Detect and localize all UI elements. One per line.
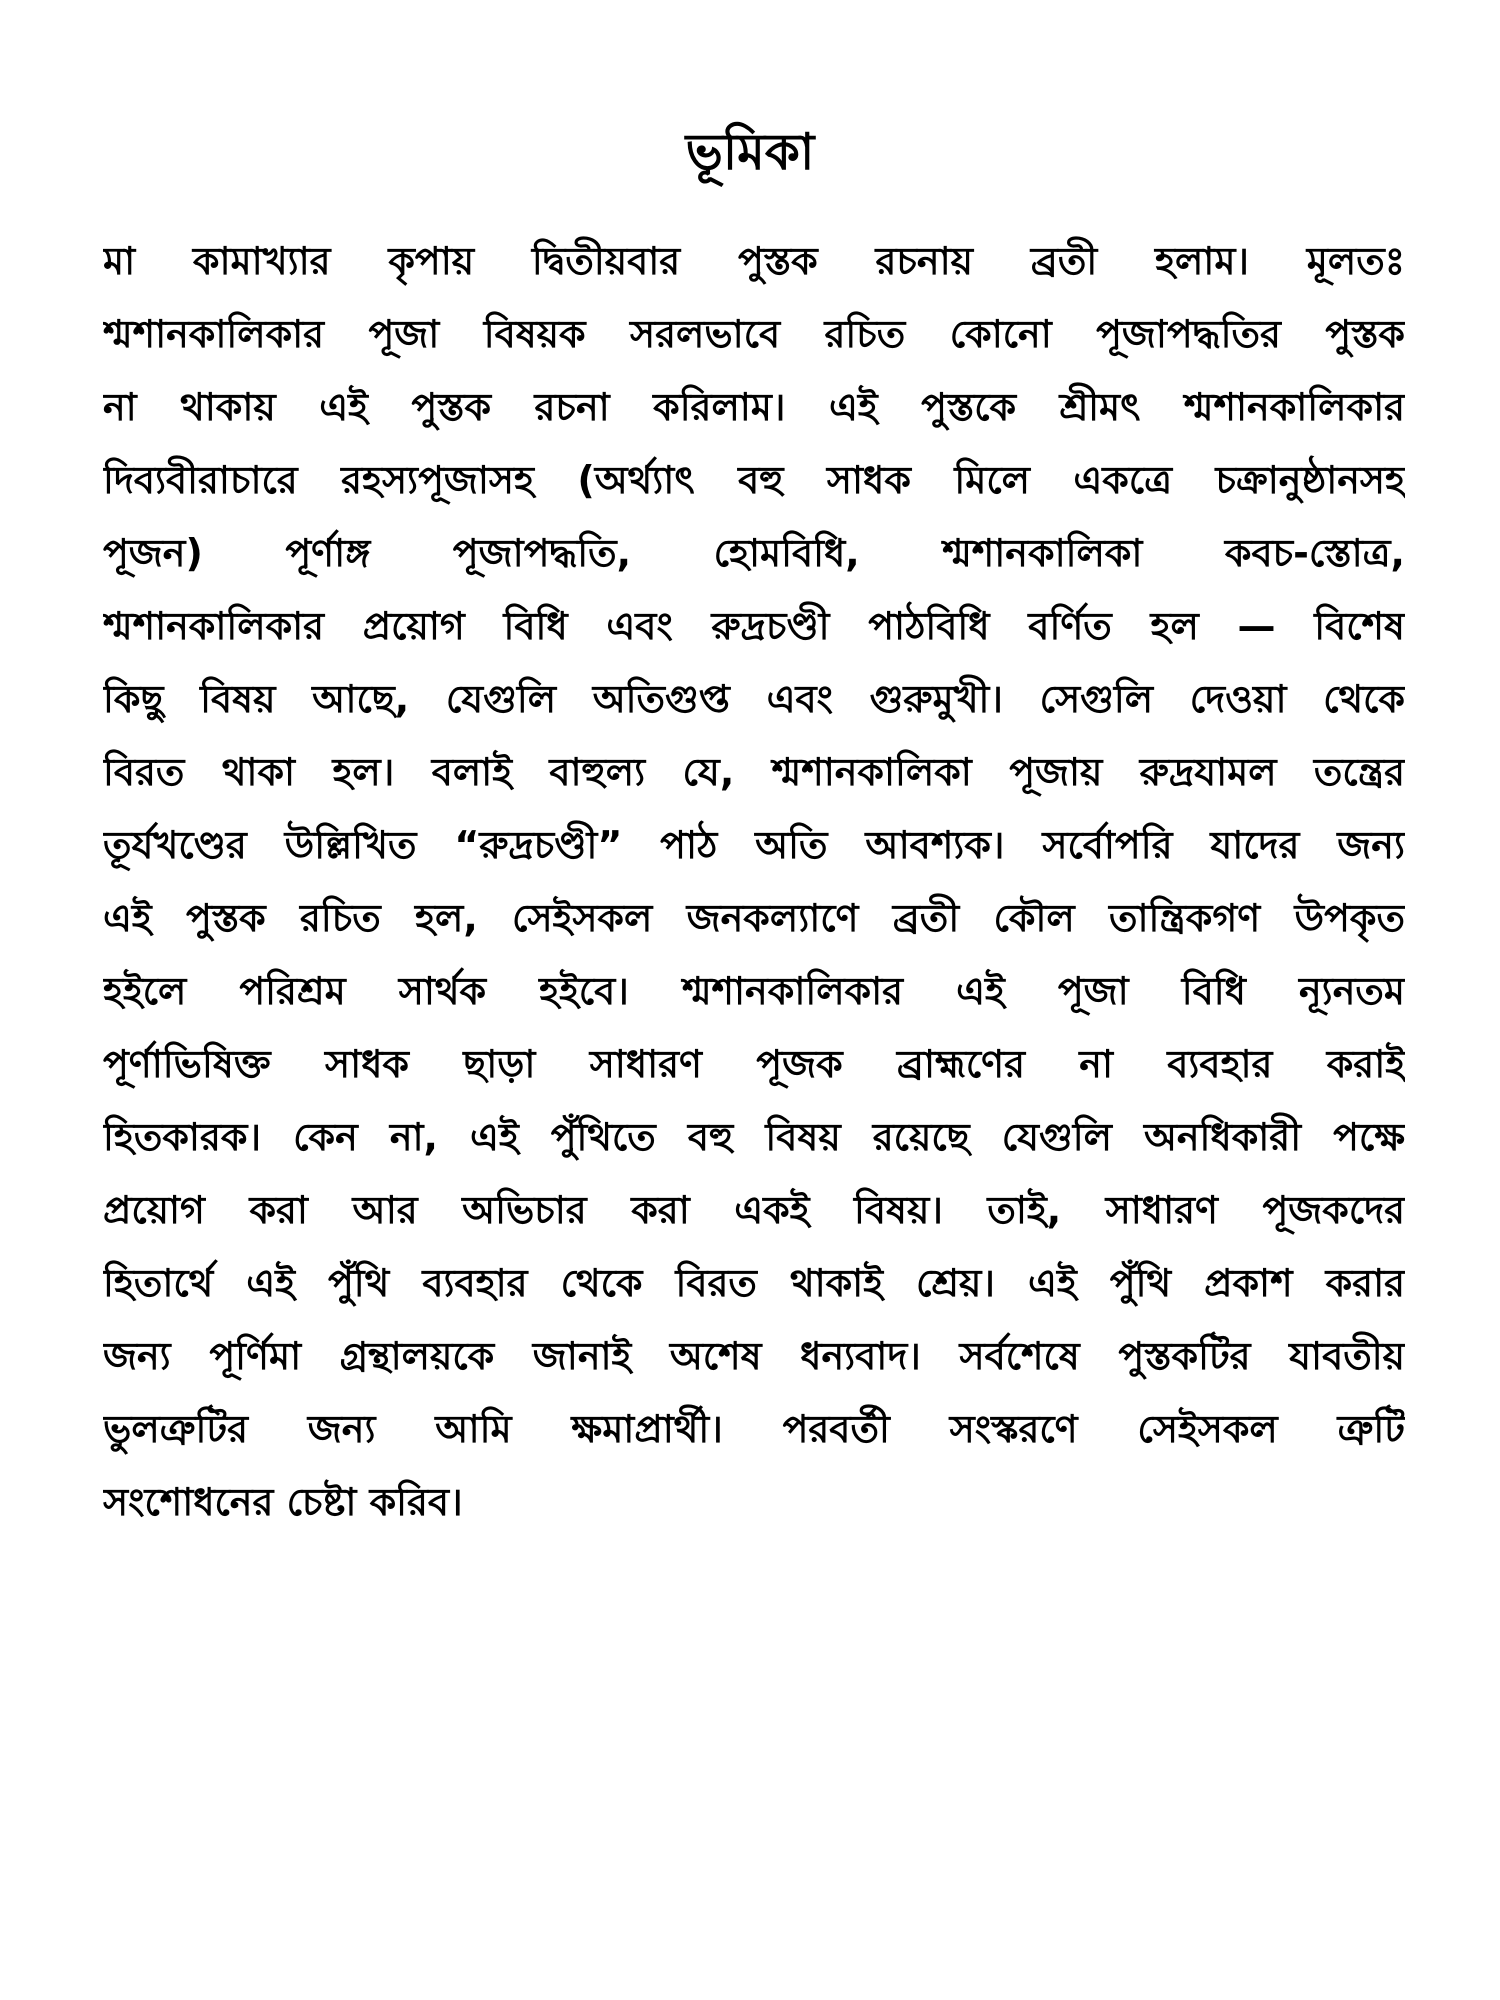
text-line: হিতকারক। কেন না, এই পুঁথিতে বহু বিষয় রয়েছে যেগুলি অনধিকারী পক্ষে (103, 1115, 1405, 1159)
text-line: হইলে পরিশ্রম সার্থক হইবে। শ্মশানকালিকার এই পূজা বিধি ন্যূনতম (103, 969, 1405, 1013)
text-line: না থাকায় এই পুস্তক রচনা করিলাম। এই পুস্তকে শ্রীমৎ শ্মশানকালিকার (103, 385, 1405, 429)
text-line: পূর্ণাভিষিক্ত সাধক ছাড়া সাধারণ পূজক ব্রাহ্মণের না ব্যবহার করাই (103, 1042, 1405, 1086)
text-line: প্রয়োগ করা আর অভিচার করা একই বিষয়। তাই, সাধারণ পূজকদের (103, 1188, 1405, 1232)
text-line: শ্মশানকালিকার পূজা বিষয়ক সরলভাবে রচিত কোনো পূজাপদ্ধতির পুস্তক (103, 312, 1405, 356)
text-line: সংশোধনের চেষ্টা করিব। (103, 1480, 463, 1524)
text-line: মা কামাখ্যার কৃপায় দ্বিতীয়বার পুস্তক রচনায় ব্রতী হলাম। মূলতঃ (103, 239, 1405, 283)
page-title: ভূমিকা (685, 123, 815, 181)
text-line: দিব্যবীরাচারে রহস্যপূজাসহ (অর্থ্যাৎ বহু সাধক মিলে একত্রে চক্রানুষ্ঠানসহ (103, 458, 1405, 502)
body-paragraph (103, 225, 1405, 1539)
text-line: তূর্যখণ্ডের উল্লিখিত “রুদ্রচণ্ডী” পাঠ অতি আবশ্যক। সর্বোপরি যাদের জন্য (103, 823, 1405, 867)
text-line: শ্মশানকালিকার প্রয়োগ বিধি এবং রুদ্রচণ্ডী পাঠবিধি বর্ণিত হল — বিশেষ (103, 604, 1405, 648)
text-line: বিরত থাকা হল। বলাই বাহুল্য যে, শ্মশানকালিকা পূজায় রুদ্রযামল তন্ত্রের (103, 750, 1405, 794)
text-line: পূজন) পূর্ণাঙ্গ পূজাপদ্ধতি, হোমবিধি, শ্মশানকালিকা কবচ-স্তোত্র, (103, 531, 1405, 575)
text-line: হিতার্থে এই পুঁথি ব্যবহার থেকে বিরত থাকাই শ্রেয়। এই পুঁথি প্রকাশ করার (103, 1261, 1405, 1305)
text-line: এই পুস্তক রচিত হল, সেইসকল জনকল্যাণে ব্রতী কৌল তান্ত্রিকগণ উপকৃত (103, 896, 1405, 940)
text-line: জন্য পূর্ণিমা গ্রন্থালয়কে জানাই অশেষ ধন্যবাদ। সর্বশেষে পুস্তকটির যাবতীয় (103, 1334, 1405, 1378)
text-line: কিছু বিষয় আছে, যেগুলি অতিগুপ্ত এবং গুরুমুখী। সেগুলি দেওয়া থেকে (103, 677, 1405, 721)
text-line: ভুলত্রুটির জন্য আমি ক্ষমাপ্রার্থী। পরবর্তী সংস্করণে সেইসকল ত্রুটি (103, 1407, 1405, 1451)
